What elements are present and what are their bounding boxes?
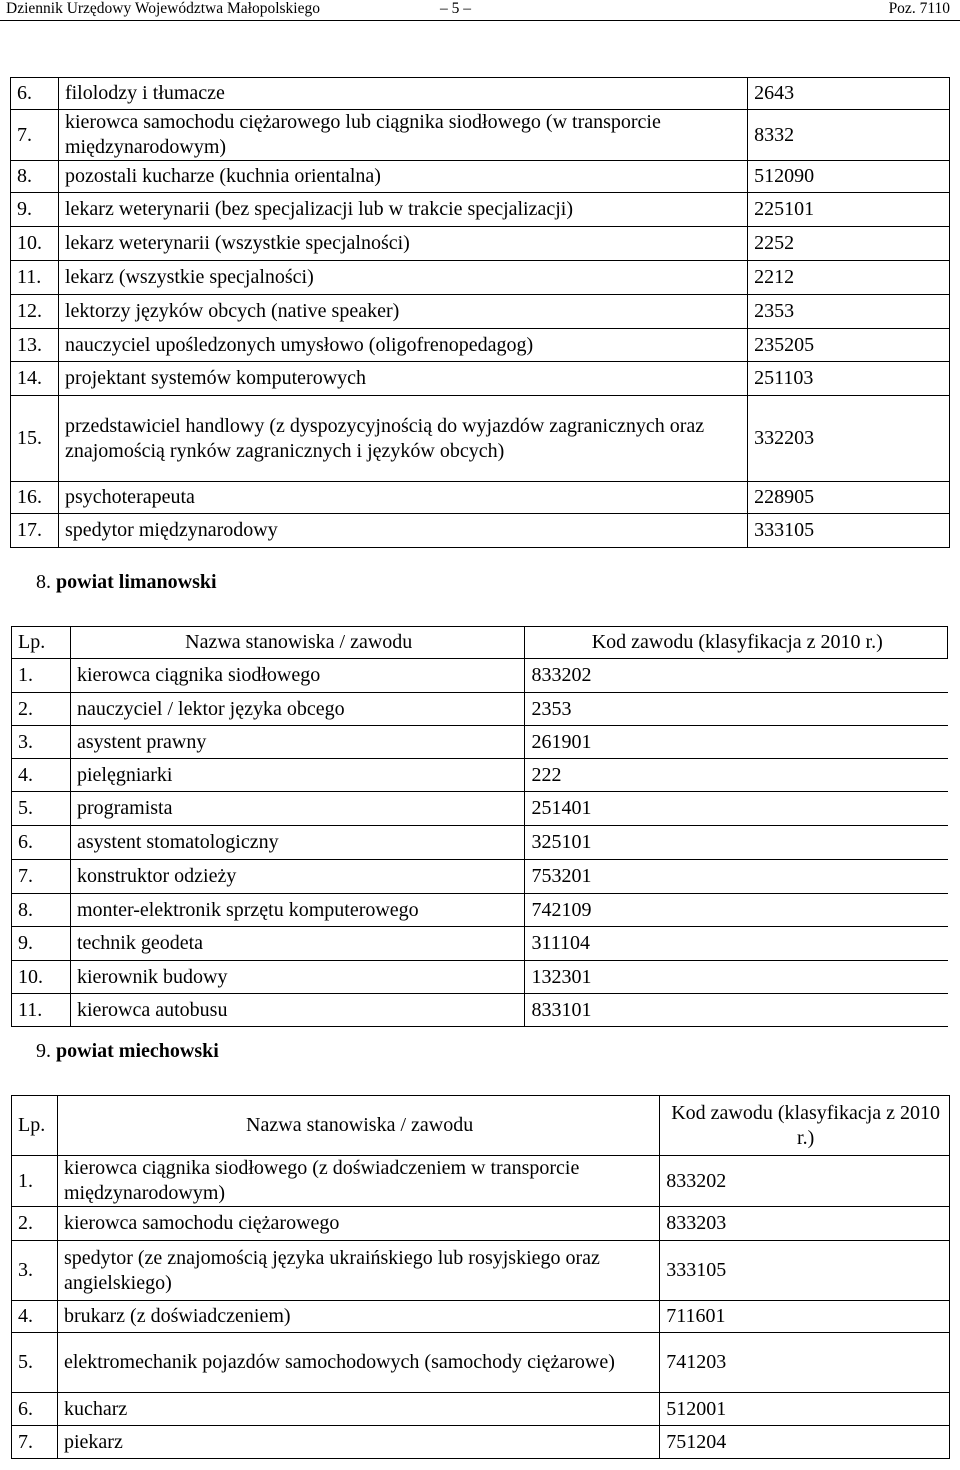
occupation-code: 2212 — [748, 261, 950, 295]
row-number: 16. — [11, 482, 59, 514]
occupation-code: 833101 — [525, 994, 948, 1027]
row-number: 9. — [11, 193, 59, 227]
header-name: Nazwa stanowiska / zawodu — [70, 627, 525, 659]
header-lp: Lp. — [12, 1096, 58, 1156]
table-row — [12, 693, 948, 726]
table-row — [12, 792, 948, 826]
table-row — [12, 860, 948, 894]
occupation-name: kierowca samochodu ciężarowego — [57, 1207, 659, 1241]
table-row — [11, 193, 950, 227]
row-number: 3. — [12, 1241, 58, 1301]
occupation-code: 225101 — [748, 193, 950, 227]
table-row — [12, 1393, 950, 1426]
occupation-name: pozostali kucharze (kuchnia orientalna) — [58, 161, 747, 193]
occupation-code: 751204 — [660, 1426, 950, 1459]
row-number: 2. — [12, 1207, 58, 1241]
row-number: 17. — [11, 514, 59, 548]
page-number: – 5 – — [440, 0, 471, 17]
table-row — [12, 1333, 950, 1393]
occupation-name: brukarz (z doświadczeniem) — [57, 1301, 659, 1333]
occupation-name: kierowca samochodu ciężarowego lub ciągnika siodłowego (w transporcie międzynarodowym) — [58, 110, 747, 161]
row-number: 10. — [11, 227, 59, 261]
position-number: Poz. 7110 — [888, 0, 950, 17]
occupations-table-3 — [11, 1095, 950, 1459]
occupation-code: 261901 — [525, 726, 948, 759]
occupation-name: asystent prawny — [70, 726, 525, 759]
table-3-body — [12, 1156, 950, 1459]
occupation-code: 2353 — [748, 295, 950, 329]
table-row — [11, 227, 950, 261]
occupation-name: nauczyciel / lektor języka obcego — [70, 693, 525, 726]
row-number: 8. — [12, 894, 71, 927]
occupation-name: lekarz weterynarii (bez specjalizacji lub w trakcie specjalizacji) — [58, 193, 747, 227]
occupation-name: kucharz — [57, 1393, 659, 1426]
occupation-name: programista — [70, 792, 525, 826]
occupation-code: 228905 — [748, 482, 950, 514]
occupation-name: piekarz — [57, 1426, 659, 1459]
occupation-name: lekarz weterynarii (wszystkie specjalności) — [58, 227, 747, 261]
table-row — [11, 295, 950, 329]
row-number: 8. — [11, 161, 59, 193]
row-number: 9. — [12, 927, 71, 961]
occupation-name: spedytor (ze znajomością języka ukraińskiego lub rosyjskiego oraz angielskiego) — [57, 1241, 659, 1301]
occupation-code: 222 — [525, 759, 948, 792]
occupation-code: 753201 — [525, 860, 948, 894]
occupation-code: 132301 — [525, 961, 948, 994]
row-number: 7. — [12, 1426, 58, 1459]
occupation-name: pielęgniarki — [70, 759, 525, 792]
occupation-code: 325101 — [525, 826, 948, 860]
occupation-code: 332203 — [748, 396, 950, 482]
row-number: 4. — [12, 1301, 58, 1333]
occupation-code: 711601 — [660, 1301, 950, 1333]
table-row — [12, 1207, 950, 1241]
header-name: Nazwa stanowiska / zawodu — [57, 1096, 659, 1156]
table-row — [11, 110, 950, 161]
row-number: 7. — [11, 110, 59, 161]
table-row — [11, 161, 950, 193]
table-row — [12, 759, 948, 792]
row-number: 10. — [12, 961, 71, 994]
table-row — [12, 826, 948, 860]
table-1-body — [11, 78, 950, 548]
occupation-code: 833203 — [660, 1207, 950, 1241]
section-heading-8: 8. powiat limanowski — [36, 571, 217, 593]
table-row — [11, 396, 950, 482]
row-number: 5. — [12, 792, 71, 826]
row-number: 3. — [12, 726, 71, 759]
header-lp: Lp. — [12, 627, 71, 659]
occupation-name: kierowca ciągnika siodłowego — [70, 659, 525, 693]
occupation-code: 833202 — [660, 1156, 950, 1207]
occupation-name: kierowca autobusu — [70, 994, 525, 1027]
row-number: 11. — [11, 261, 59, 295]
occupation-name: lektorzy języków obcych (native speaker) — [58, 295, 747, 329]
occupation-name: spedytor międzynarodowy — [58, 514, 747, 548]
occupation-name: przedstawiciel handlowy (z dyspozycyjnością do wyjazdów zagranicznych oraz znajomością rynków zagranicznych i języków obcych) — [58, 396, 747, 482]
occupation-code: 512090 — [748, 161, 950, 193]
row-number: 6. — [12, 1393, 58, 1426]
occupation-code: 251401 — [525, 792, 948, 826]
row-number: 6. — [12, 826, 71, 860]
occupation-name: elektromechanik pojazdów samochodowych (samochody ciężarowe) — [57, 1333, 659, 1393]
occupation-name: lekarz (wszystkie specjalności) — [58, 261, 747, 295]
table-row — [12, 961, 948, 994]
table-2-body — [12, 659, 948, 1027]
occupation-code: 2643 — [748, 78, 950, 110]
row-number: 12. — [11, 295, 59, 329]
table-row — [12, 927, 948, 961]
row-number: 11. — [12, 994, 71, 1027]
journal-title: Dziennik Urzędowy Województwa Małopolskiego — [6, 0, 320, 17]
occupations-table-1 — [10, 77, 950, 548]
occupation-name: projektant systemów komputerowych — [58, 362, 747, 396]
table-row — [12, 659, 948, 693]
section-heading-9: 9. powiat miechowski — [36, 1040, 219, 1062]
table-row — [12, 1426, 950, 1459]
occupation-code: 333105 — [660, 1241, 950, 1301]
row-number: 13. — [11, 329, 59, 362]
table-row — [12, 1241, 950, 1301]
occupation-name: technik geodeta — [70, 927, 525, 961]
occupation-code: 512001 — [660, 1393, 950, 1426]
table-row — [11, 78, 950, 110]
occupation-code: 741203 — [660, 1333, 950, 1393]
row-number: 7. — [12, 860, 71, 894]
occupation-code: 8332 — [748, 110, 950, 161]
row-number: 1. — [12, 659, 71, 693]
table-row — [12, 1301, 950, 1333]
occupation-name: psychoterapeuta — [58, 482, 747, 514]
row-number: 6. — [11, 78, 59, 110]
occupation-name: filolodzy i tłumacze — [58, 78, 747, 110]
table-row — [11, 362, 950, 396]
table-row — [11, 261, 950, 295]
occupations-table-2 — [11, 626, 948, 1027]
page-header — [0, 0, 960, 21]
occupation-code: 251103 — [748, 362, 950, 396]
occupation-name: monter-elektronik sprzętu komputerowego — [70, 894, 525, 927]
row-number: 4. — [12, 759, 71, 792]
table-row — [12, 726, 948, 759]
table-row — [12, 994, 948, 1027]
row-number: 14. — [11, 362, 59, 396]
row-number: 2. — [12, 693, 71, 726]
occupation-code: 311104 — [525, 927, 948, 961]
occupation-name: kierownik budowy — [70, 961, 525, 994]
row-number: 1. — [12, 1156, 58, 1207]
row-number: 15. — [11, 396, 59, 482]
table-row — [12, 1156, 950, 1207]
row-number: 5. — [12, 1333, 58, 1393]
occupation-code: 833202 — [525, 659, 948, 693]
table-row — [11, 514, 950, 548]
table-row — [12, 894, 948, 927]
occupation-code: 742109 — [525, 894, 948, 927]
occupation-code: 333105 — [748, 514, 950, 548]
header-code: Kod zawodu (klasyfikacja z 2010 r.) — [525, 627, 948, 659]
header-code: Kod zawodu (klasyfikacja z 2010 r.) — [660, 1096, 950, 1156]
occupation-code: 2353 — [525, 693, 948, 726]
occupation-code: 2252 — [748, 227, 950, 261]
occupation-code: 235205 — [748, 329, 950, 362]
occupation-name: nauczyciel upośledzonych umysłowo (oligofrenopedagog) — [58, 329, 747, 362]
occupation-name: asystent stomatologiczny — [70, 826, 525, 860]
occupation-name: kierowca ciągnika siodłowego (z doświadczeniem w transporcie międzynarodowym) — [57, 1156, 659, 1207]
table-row — [11, 482, 950, 514]
table-row — [11, 329, 950, 362]
occupation-name: konstruktor odzieży — [70, 860, 525, 894]
